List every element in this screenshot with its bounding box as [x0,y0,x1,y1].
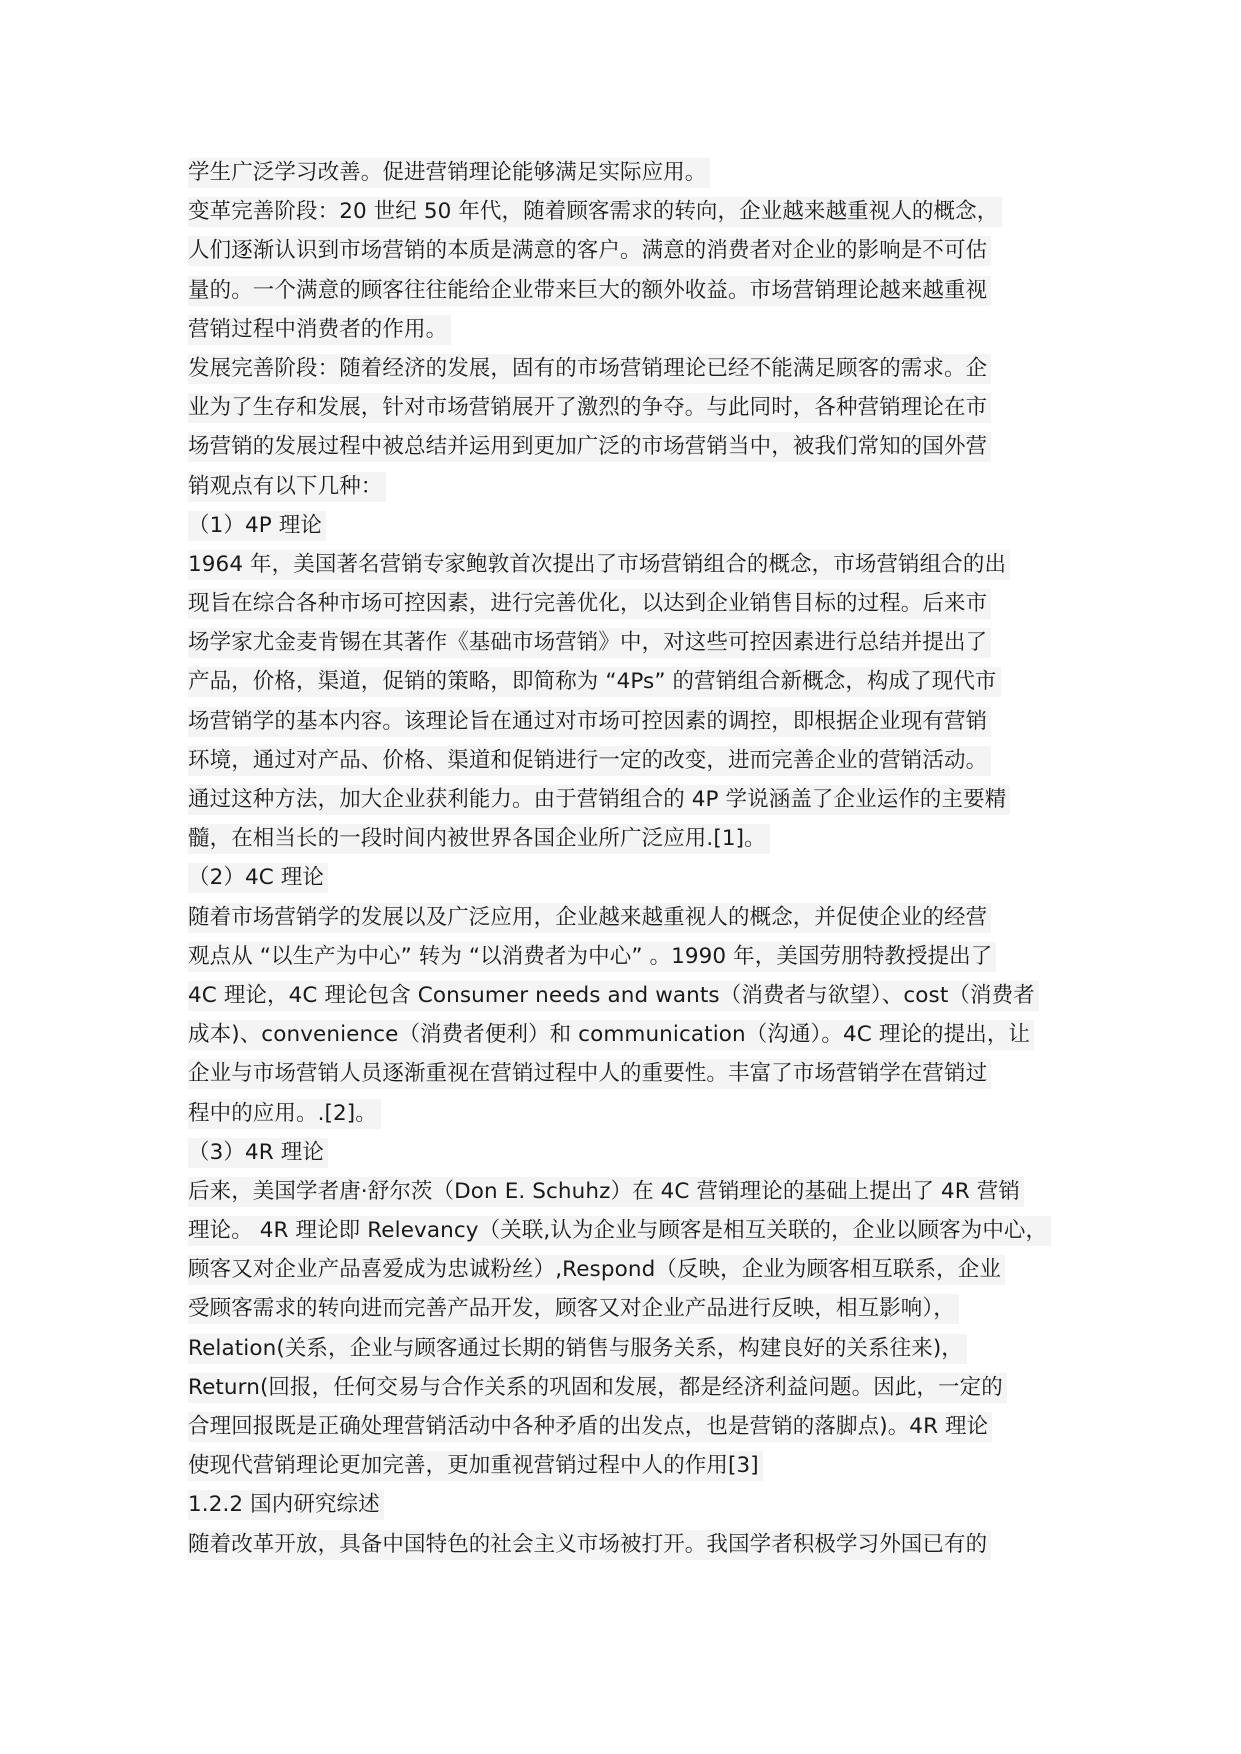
line-text: 4C 理论，4C 理论包含 Consumer needs and wants（消费者与欲望）、cost（消费者 [188,981,1039,1011]
text-line [188,1289,1088,1328]
section-heading [188,1485,1088,1524]
text-line [188,271,1088,310]
text-line [188,1368,1088,1407]
text-line [188,1250,1088,1289]
text-line [188,427,1088,466]
text-line [188,1407,1088,1446]
line-text: 环境，通过对产品、价格、渠道和促销进行一定的改变，进而完善企业的营销活动。 [188,746,991,776]
text-line [188,467,1088,506]
text-line [188,662,1088,701]
text-line [188,1446,1088,1485]
line-text: 变革完善阶段：20 世纪 50 年代，随着顾客需求的转向，企业越来越重视人的概念， [188,197,1002,227]
text-line [188,898,1088,937]
line-text: 成本)、convenience（消费者便利）和 communication（沟通）。4C 理论的提出，让 [188,1020,1034,1050]
line-text: 现旨在综合各种市场可控因素，进行完善优化，以达到企业销售目标的过程。后来市 [188,589,991,619]
text-line [188,702,1088,741]
text-line [188,584,1088,623]
text-line [188,741,1088,780]
text-line [188,388,1088,427]
line-text: 通过这种方法，加大企业获利能力。由于营销组合的 4P 学说涵盖了企业运作的主要精 [188,785,1010,815]
text-line [188,1054,1088,1093]
text-line [188,780,1088,819]
text-line [188,1525,1088,1564]
line-text: Relation(关系，企业与顾客通过长期的销售与服务关系，构建良好的关系往来)， [188,1334,967,1364]
text-line [188,976,1088,1015]
document-body [188,153,1088,1564]
line-text: 销观点有以下几种： [188,472,386,502]
heading-text: （1）4P 理论 [188,511,326,541]
line-text: 程中的应用。.[2]。 [188,1099,381,1129]
text-line [188,819,1088,858]
section-heading [188,506,1088,545]
line-text: 理论。 4R 理论即 Relevancy（关联,认为企业与顾客是相互关联的，企业以顾客为中心， [188,1216,1051,1246]
line-text: 顾客又对企业产品喜爱成为忠诚粉丝）,Respond（反映，企业为顾客相互联系，企业 [188,1255,1005,1285]
line-text: 受顾客需求的转向进而完善产品开发，顾客又对企业产品进行反映，相互影响）， [188,1294,959,1324]
text-line [188,1211,1088,1250]
line-text: 场营销的发展过程中被总结并运用到更加广泛的市场营销当中，被我们常知的国外营 [188,432,991,462]
text-line [188,545,1088,584]
text-line [188,153,1088,192]
text-line [188,1015,1088,1054]
line-text: 人们逐渐认识到市场营销的本质是满意的客户。满意的消费者对企业的影响是不可估 [188,236,991,266]
text-line [188,937,1088,976]
line-text: 髓，在相当长的一段时间内被世界各国企业所广泛应用.[1]。 [188,824,770,854]
line-text: 合理回报既是正确处理营销活动中各种矛盾的出发点，也是营销的落脚点)。4R 理论 [188,1412,992,1442]
text-line [188,192,1088,231]
line-text: Return(回报，任何交易与合作关系的巩固和发展，都是经济利益问题。因此，一定的 [188,1373,1007,1403]
text-line [188,349,1088,388]
heading-text: （2）4C 理论 [188,863,328,893]
line-text: 后来，美国学者唐·舒尔茨（Don E. Schuhz）在 4C 营销理论的基础上提出了 4R 营销 [188,1177,1024,1207]
text-line [188,623,1088,662]
text-line [188,1329,1088,1368]
line-text: 随着改革开放，具备中国特色的社会主义市场被打开。我国学者积极学习外国已有的 [188,1530,991,1560]
line-text: 企业与市场营销人员逐渐重视在营销过程中人的重要性。丰富了市场营销学在营销过 [188,1059,991,1089]
text-line [188,1094,1088,1133]
line-text: 量的。一个满意的顾客往往能给企业带来巨大的额外收益。市场营销理论越来越重视 [188,276,991,306]
line-text: 随着市场营销学的发展以及广泛应用，企业越来越重视人的概念，并促使企业的经营 [188,903,991,933]
line-text: 使现代营销理论更加完善，更加重视营销过程中人的作用[3] [188,1451,763,1481]
line-text: 发展完善阶段：随着经济的发展，固有的市场营销理论已经不能满足顾客的需求。企 [188,354,991,384]
heading-text: 1.2.2 国内研究综述 [188,1490,384,1520]
text-line [188,231,1088,270]
text-line [188,1172,1088,1211]
section-heading [188,1133,1088,1172]
heading-text: （3）4R 理论 [188,1138,328,1168]
line-text: 营销过程中消费者的作用。 [188,315,451,345]
line-text: 学生广泛学习改善。促进营销理论能够满足实际应用。 [188,158,710,188]
section-heading [188,858,1088,897]
line-text: 观点从 “以生产为中心” 转为 “以消费者为中心” 。1990 年，美国劳朋特教授提出了 [188,942,996,972]
line-text: 1964 年，美国著名营销专家鲍敦首次提出了市场营销组合的概念，市场营销组合的出 [188,550,1010,580]
line-text: 产品，价格，渠道，促销的策略，即简称为 “4Ps” 的营销组合新概念，构成了现代市 [188,667,1001,697]
line-text: 场营销学的基本内容。该理论旨在通过对市场可控因素的调控，即根据企业现有营销 [188,707,991,737]
line-text: 场学家尤金麦肯锡在其著作《基础市场营销》中，对这些可控因素进行总结并提出了 [188,628,991,658]
line-text: 业为了生存和发展，针对市场营销展开了激烈的争夺。与此同时，各种营销理论在市 [188,393,991,423]
text-line [188,310,1088,349]
